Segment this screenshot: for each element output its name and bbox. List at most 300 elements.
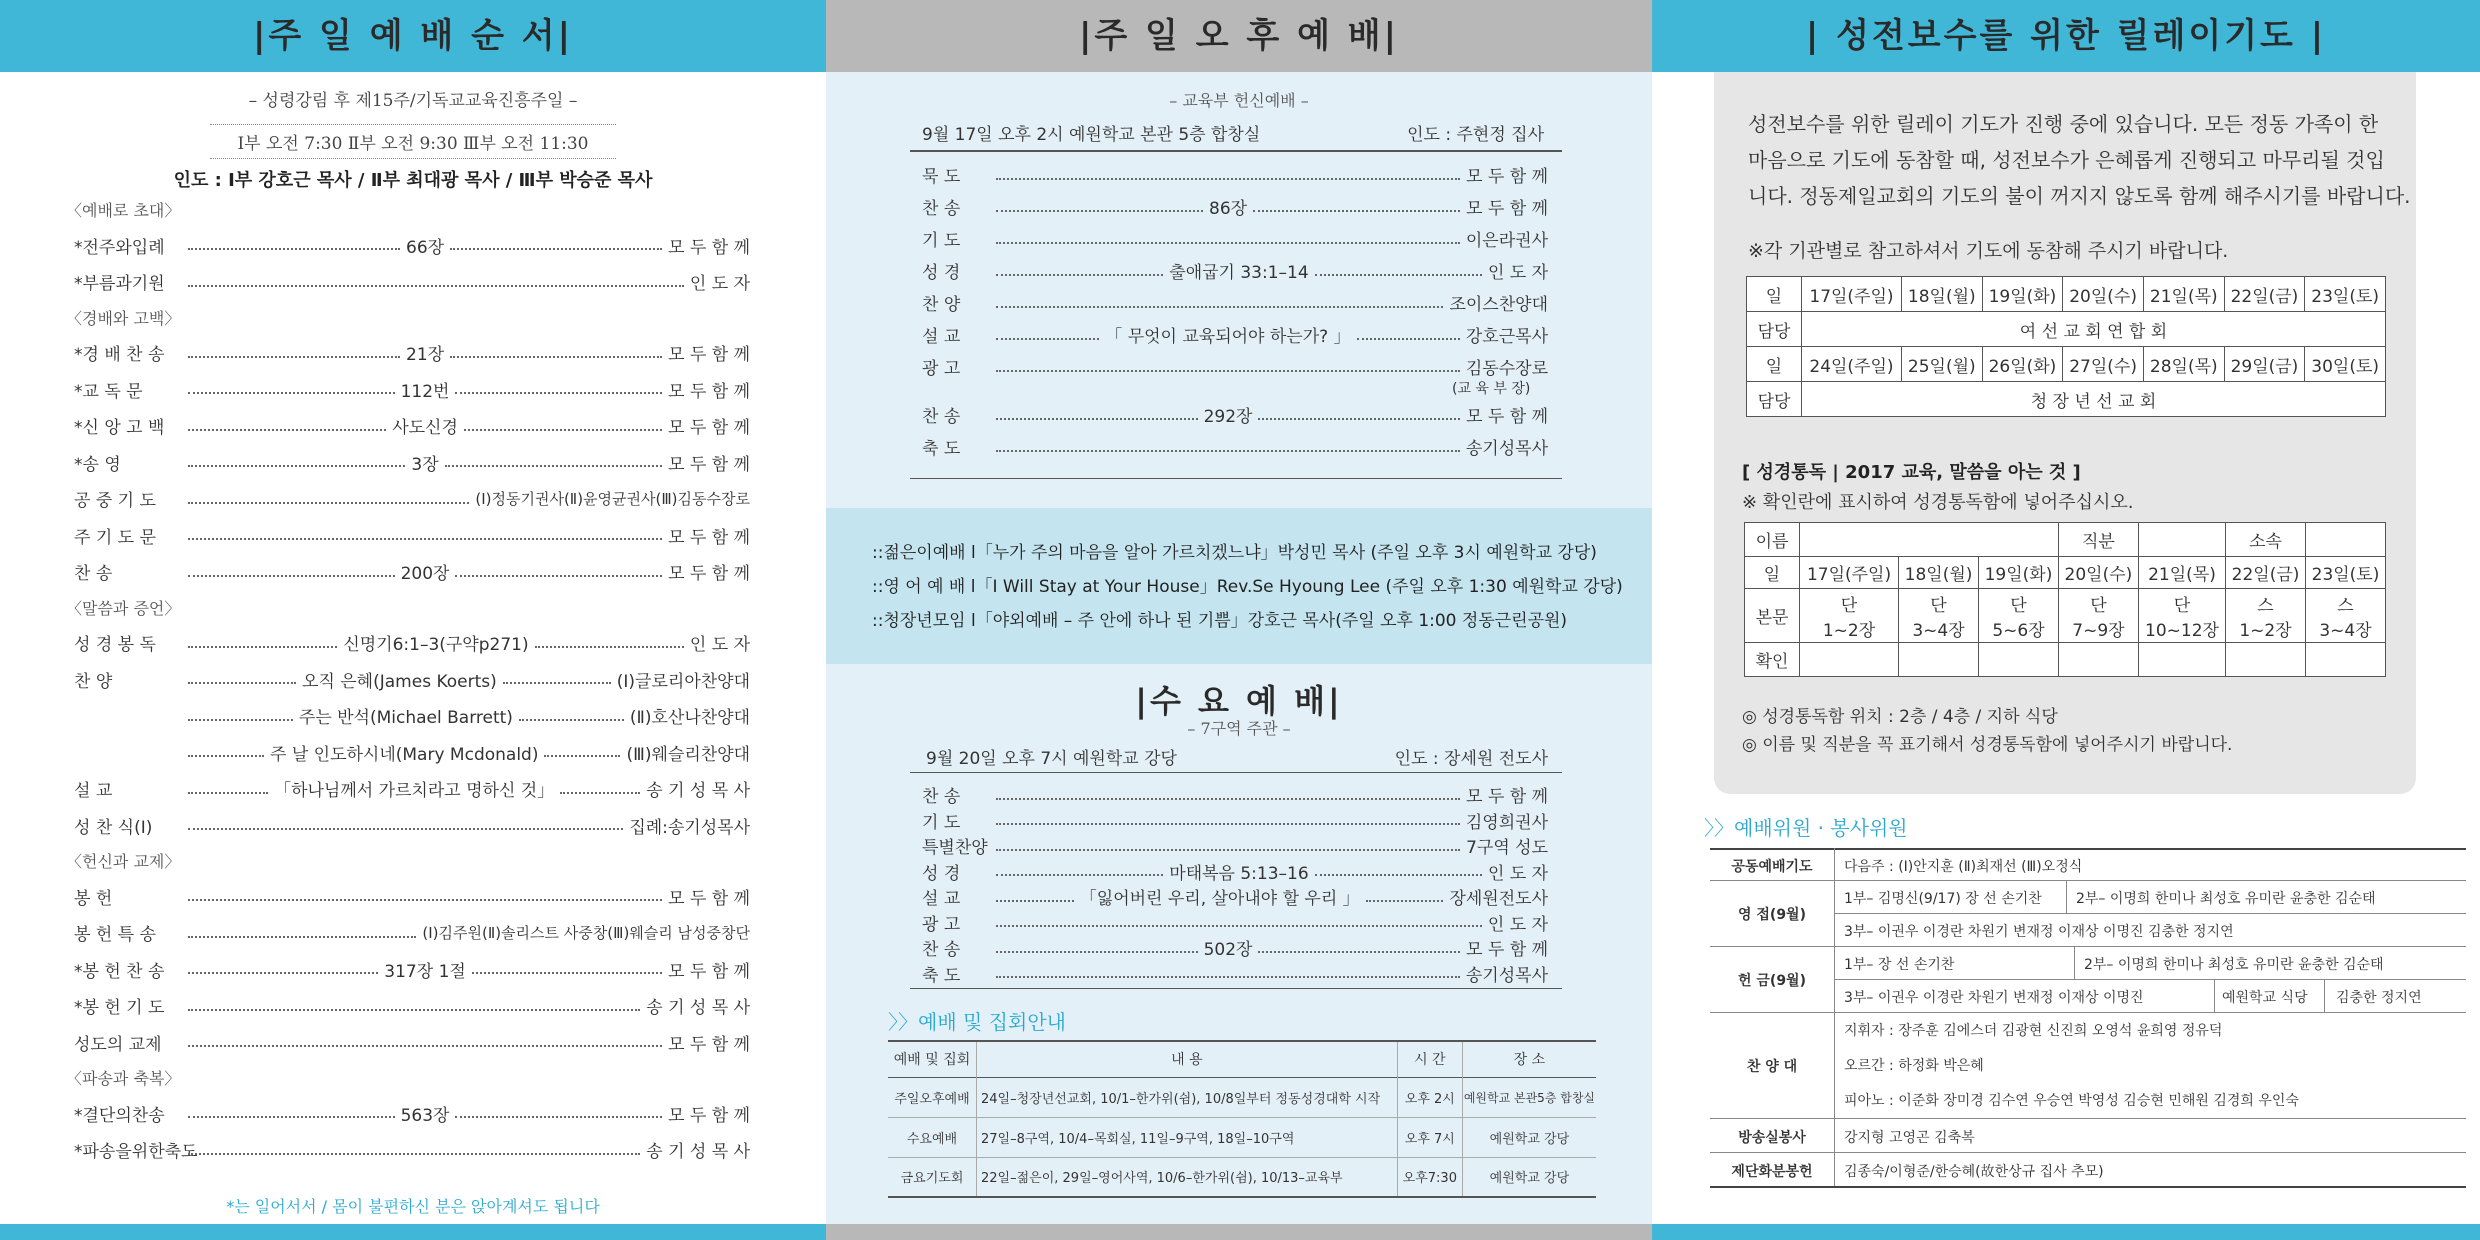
staff-value: 강지형 고영곤 김축복 — [1844, 1130, 1975, 1146]
list-item — [922, 226, 1548, 251]
list-item — [74, 740, 750, 765]
staff-value: 김종숙/이형준/한승혜(故한상규 집사 추모) — [1844, 1164, 2104, 1180]
leader-dots — [445, 465, 662, 467]
list-item — [922, 194, 1548, 219]
leader-dots — [188, 755, 264, 757]
afternoon-worship-column — [826, 0, 1652, 1240]
bottom-bar — [1652, 1224, 2480, 1240]
leader-dots — [996, 370, 1460, 372]
item-label: 성 경 — [922, 263, 961, 283]
item-person: (Ⅲ)웨슬리찬양대 — [626, 744, 751, 765]
list-item — [922, 961, 1548, 986]
check-box[interactable] — [1899, 643, 1979, 677]
list-item — [74, 450, 750, 475]
staff-label: 방송실봉사 — [1738, 1130, 1806, 1146]
item-content: 주는 반석(Michael Barrett) — [298, 708, 513, 728]
chapters: 7~9장 — [2072, 620, 2125, 641]
item-person: 송 기 성 목 사 — [646, 781, 751, 801]
afternoon-subtitle: – 교육부 헌신예배 – — [1169, 91, 1309, 110]
item-label: 광 고 — [922, 914, 961, 935]
guide-cell: 오후7:30 — [1397, 1157, 1462, 1197]
item-label: 성도의 교제 — [74, 1034, 162, 1055]
leader-dots — [1315, 274, 1482, 276]
item-label: *송 영 — [74, 454, 121, 475]
chapters: 3~4장 — [2319, 620, 2372, 641]
table-row — [1747, 347, 2386, 382]
table-row — [888, 1077, 1596, 1117]
cell: 26일(화) — [1982, 347, 2063, 382]
footnote: *는 일어서서 / 몸이 불편하신 분은 앉아계셔도 됩니다 — [226, 1197, 600, 1216]
staff-value: 오르간 : 하정화 박은혜 — [1844, 1058, 1984, 1074]
check-box[interactable] — [1979, 643, 2059, 677]
item-content: 마태복음 5:13–16 — [1169, 863, 1309, 884]
para-line: 니다. 정동제일교회의 기도의 불이 꺼지지 않도록 함께 해주시기를 바랍니다. — [1748, 184, 2411, 208]
guide-table — [888, 1040, 1596, 1198]
section-heading: 〈말씀과 증언〉 — [66, 598, 181, 618]
leader-dots — [188, 356, 400, 358]
item-label: 찬 양 — [922, 295, 961, 315]
item-person: 송기성목사 — [1465, 965, 1548, 986]
item-content: 86장 — [1209, 199, 1248, 219]
divider — [910, 478, 1562, 479]
list-item — [74, 993, 750, 1018]
leader-dots — [544, 755, 620, 757]
item-label: 찬 송 — [922, 787, 961, 807]
item-label: *전주와입례 — [74, 237, 165, 258]
leader-dots — [188, 972, 378, 974]
list-item — [922, 402, 1548, 427]
check-box[interactable] — [2306, 643, 2386, 677]
cell: 30일(토) — [2305, 347, 2386, 382]
reading-cell — [2138, 589, 2225, 643]
check-box[interactable] — [2226, 643, 2306, 677]
item-content: 「잃어버린 우리, 살아내야 할 우리 」 — [1079, 889, 1360, 909]
leader-dots — [455, 1116, 662, 1118]
staff-label: 헌 금(9월) — [1738, 973, 1806, 989]
leader-dots — [1357, 338, 1460, 340]
wednesday-subtitle: – 7구역 주관 – — [1187, 719, 1291, 738]
bible-note: ※ 확인란에 표시하여 성경통독함에 넣어주십시오. — [1742, 492, 2134, 513]
reading-cell — [1899, 589, 1979, 643]
leader-dots — [472, 972, 662, 974]
list-item — [74, 559, 750, 584]
list-item — [74, 884, 750, 909]
list-item — [922, 935, 1548, 960]
table-row — [1745, 643, 2386, 677]
item-label: *봉 헌 기 도 — [74, 998, 165, 1018]
item-person: 조이스찬양대 — [1449, 295, 1548, 315]
item-person: 인 도 자 — [689, 635, 750, 655]
leader-dots — [464, 429, 662, 431]
list-item — [74, 957, 750, 982]
cell[interactable] — [2138, 523, 2225, 557]
item-label: 성 경 봉 독 — [74, 635, 156, 655]
item-person: 모 두 함 께 — [1466, 787, 1548, 807]
leader-dots — [188, 429, 386, 431]
guide-cell: 오후 2시 — [1397, 1077, 1462, 1117]
leader-dots — [1258, 951, 1460, 953]
item-person: (Ⅰ)김주원(Ⅱ)솔리스트 사중창(Ⅲ)웨슬리 남성중창단 — [422, 924, 750, 942]
item-content: 502장 — [1203, 940, 1253, 960]
item-person: 모 두 함 께 — [668, 1034, 750, 1055]
item-person: 인 도 자 — [1487, 863, 1549, 884]
section-heading: 〈예배로 초대〉 — [66, 201, 181, 220]
list-item — [922, 434, 1548, 459]
cell: 21일(목) — [2143, 277, 2224, 312]
leader-dots — [1258, 418, 1460, 420]
item-label: 공 중 기 도 — [74, 491, 156, 511]
item-content: 317장 1절 — [384, 961, 466, 982]
item-person: 모 두 함 께 — [1466, 940, 1548, 960]
list-item — [922, 910, 1548, 935]
table-row — [1745, 589, 2386, 643]
leader-dots — [450, 248, 662, 250]
guide-cell: 예원학교 강당 — [1489, 1171, 1570, 1187]
wednesday-worship-title: |수 요 예 배| — [1135, 682, 1343, 720]
item-label: 묵 도 — [922, 167, 961, 187]
item-label: *교 독 문 — [74, 381, 143, 402]
bible-box-instruction: ◎ 이름 및 직분을 꼭 표기해서 성경통독함에 넣어주시기 바랍니다. — [1742, 735, 2233, 755]
leader-dots — [455, 392, 662, 394]
leader-dots — [188, 1009, 640, 1011]
reading-cell — [2226, 589, 2306, 643]
item-person: 송 기 성 목 사 — [646, 998, 750, 1018]
cell: 28일(목) — [2143, 347, 2224, 382]
cell: 본문 — [1745, 589, 1800, 643]
leader-dots — [996, 823, 1460, 825]
para-line: 성전보수를 위한 릴레이 기도가 진행 중에 있습니다. 모든 정동 가족이 한 — [1748, 112, 2379, 136]
list-item — [922, 782, 1548, 807]
chapters: 1~2장 — [1822, 620, 1876, 641]
item-person: 모 두 함 께 — [1466, 407, 1548, 427]
table-row — [1747, 382, 2386, 417]
item-label: 봉 헌 특 송 — [74, 925, 156, 945]
cell: 23일(토) — [2305, 277, 2386, 312]
prayer-paragraph — [1748, 106, 2411, 214]
leader-dots — [188, 936, 416, 938]
item-person: 모 두 함 께 — [668, 527, 750, 548]
item-label: 설 교 — [922, 327, 961, 347]
leader-dots — [996, 418, 1198, 420]
check-box[interactable] — [2058, 643, 2138, 677]
item-content: 66장 — [406, 237, 445, 258]
chapters: 3~4장 — [1912, 620, 1965, 641]
item-person: 모 두 함 께 — [668, 345, 750, 365]
list-item — [922, 808, 1548, 833]
prayer-note: ※각 기관별로 참고하셔서 기도에 동참해 주시기 바랍니다. — [1748, 240, 2229, 262]
item-person: 김동수장로 — [1465, 359, 1548, 379]
guide-header: 시 간 — [1397, 1041, 1462, 1077]
item-person: 모 두 함 께 — [1466, 167, 1548, 187]
item-person: 송기성목사 — [1465, 439, 1548, 459]
staff-value: 김충한 정지연 — [2336, 990, 2422, 1006]
item-label: 성 찬 식(Ⅰ) — [74, 817, 153, 838]
list-item — [922, 258, 1548, 283]
list-item — [74, 1030, 750, 1055]
item-label: 봉 헌 — [74, 888, 113, 909]
item-content: 출애굽기 33:1–14 — [1169, 263, 1309, 283]
leader-dots — [996, 210, 1203, 212]
guide-cell: 주일오후예배 — [888, 1077, 977, 1117]
guide-cell: 24일–청장년선교회, 10/1–한가위(쉼), 10/8일부터 정동성경대학 시작 — [977, 1077, 1398, 1117]
item-person-note: (교 육 부 장) — [1452, 381, 1531, 397]
chapters: 10~12장 — [2145, 620, 2219, 641]
staff-table — [1710, 848, 2466, 1196]
staff-value: 1부– 김명신(9/17) 장 선 손기찬 — [1844, 891, 2042, 907]
item-label: 특별찬양 — [922, 838, 988, 858]
leader-dots — [188, 575, 395, 577]
item-person: 모 두 함 께 — [1466, 199, 1548, 219]
item-person: 모 두 함 께 — [668, 237, 750, 258]
item-label: 설 교 — [922, 889, 961, 909]
leader-dots — [455, 575, 662, 577]
cell: 청 장 년 선 교 회 — [1802, 382, 2386, 417]
item-content: 사도신경 — [392, 418, 458, 438]
cell[interactable] — [2306, 523, 2386, 557]
leader-dots — [996, 450, 1460, 452]
leader-dots — [996, 925, 1482, 927]
item-content: 「 무엇이 교육되어야 하는가? 」 — [1105, 327, 1351, 347]
cell: 담당 — [1747, 382, 1802, 417]
leader-dots — [188, 248, 400, 250]
divider — [910, 150, 1562, 152]
cell: 여 선 교 회 연 합 회 — [1802, 312, 2386, 347]
leader-dots — [1366, 900, 1444, 902]
leader-dots — [188, 1116, 395, 1118]
cell: 20일(수) — [2063, 277, 2144, 312]
guide-cell: 금요기도회 — [888, 1157, 977, 1197]
leader-dots — [188, 285, 684, 287]
item-person: 장세원전도사 — [1449, 889, 1548, 909]
leader-dots — [996, 900, 1074, 902]
item-person: 모 두 함 께 — [668, 381, 750, 402]
item-content: 3장 — [411, 454, 439, 475]
list-item — [74, 667, 750, 692]
item-label: 찬 송 — [922, 940, 961, 960]
list-item — [74, 703, 750, 728]
book: 단 — [2173, 595, 2191, 616]
cell: 22일(금) — [2224, 277, 2305, 312]
leader-dots — [996, 178, 1460, 180]
book: 단 — [1840, 595, 1858, 616]
list-item — [74, 630, 750, 655]
table-row — [888, 1117, 1596, 1157]
guide-header: 예배 및 집회 — [888, 1041, 977, 1077]
item-person: 인 도 자 — [1487, 914, 1548, 935]
bottom-bar — [0, 1224, 826, 1240]
leader-dots — [188, 538, 662, 540]
item-label: 기 도 — [922, 231, 961, 251]
item-person: (Ⅱ)호산나찬양대 — [629, 708, 751, 728]
item-label: 주 기 도 문 — [74, 527, 156, 548]
item-label: 축 도 — [922, 965, 961, 986]
item-person: 모 두 함 께 — [668, 1105, 750, 1126]
list-item — [74, 377, 750, 402]
cell: 확인 — [1745, 643, 1800, 677]
staff-value: 3부– 이권우 이경란 차원기 변재정 이재상 이명진 김충한 정지연 — [1844, 924, 2234, 940]
leader-dots — [450, 356, 662, 358]
staff-label: 제단화분봉헌 — [1731, 1164, 1813, 1180]
list-item — [922, 322, 1548, 347]
item-person: (Ⅰ)정동기권사(Ⅱ)윤영균권사(Ⅲ)김동수장로 — [475, 490, 750, 508]
table-row — [1747, 312, 2386, 347]
item-label: *경 배 찬 송 — [74, 345, 165, 365]
book: 스 — [2337, 595, 2354, 616]
list-item — [74, 486, 750, 511]
staff-title: 〉〉예배위원 · 봉사위원 — [1704, 816, 1908, 840]
item-person: 인 도 자 — [689, 274, 750, 294]
para-line: 마음으로 기도에 동참할 때, 성전보수가 은혜롭게 진행되고 마무리될 것입 — [1748, 148, 2385, 172]
cell: 20일(수) — [2058, 557, 2138, 589]
item-label: *파송을위한축도 — [74, 1142, 198, 1162]
item-content: 21장 — [406, 345, 445, 365]
cell: 18일(월) — [1901, 277, 1982, 312]
staff-value: 지휘자 : 장주훈 김에스더 김광현 신진희 오영석 윤희영 정유덕 — [1844, 1023, 2223, 1039]
item-content: 112번 — [400, 381, 450, 402]
check-box[interactable] — [1800, 643, 1899, 677]
book: 단 — [2010, 595, 2027, 616]
cell: 25일(월) — [1901, 347, 1982, 382]
leader-dots — [996, 798, 1460, 800]
item-content: 「하나님께서 가르치라고 명하신 것」 — [274, 781, 555, 801]
leader-dots — [519, 719, 624, 721]
list-item — [74, 1101, 750, 1126]
leaders: 인도 : Ⅰ부 강호근 목사 / Ⅱ부 최대광 목사 / Ⅲ부 박승준 목사 — [173, 170, 653, 191]
divider — [910, 772, 1562, 773]
staff-value: 2부– 이명희 한미나 최성호 유미란 윤충한 김순태 — [2084, 957, 2384, 973]
table-row — [1745, 523, 2386, 557]
cell: 일 — [1747, 347, 1802, 382]
item-person: 모 두 함 께 — [668, 961, 751, 982]
cell: 18일(월) — [1899, 557, 1979, 589]
leader-dots — [188, 1153, 640, 1155]
check-box[interactable] — [2138, 643, 2225, 677]
cell: 24일(주일) — [1802, 347, 1902, 382]
cell: 담당 — [1747, 312, 1802, 347]
book: 단 — [1930, 595, 1947, 616]
cell: 소속 — [2226, 523, 2306, 557]
table-row — [1745, 557, 2386, 589]
chapters: 5~6장 — [1992, 620, 2045, 641]
item-content: 563장 — [400, 1105, 450, 1126]
staff-value: 다음주 : (Ⅰ)안지훈 (Ⅱ)최재선 (Ⅲ)오정식 — [1844, 859, 2083, 875]
relay-prayer-column — [1652, 0, 2480, 1240]
guide-cell: 수요예배 — [888, 1117, 977, 1157]
bible-reading-table — [1744, 522, 2386, 677]
item-person: 인 도 자 — [1487, 263, 1549, 283]
cell: 17일(주일) — [1802, 277, 1902, 312]
cell: 19일(화) — [1982, 277, 2063, 312]
item-person: 모 두 함 께 — [668, 418, 751, 438]
leader-dots — [188, 682, 296, 684]
item-label: *결단의찬송 — [74, 1105, 165, 1126]
staff-label: 찬 양 대 — [1746, 1059, 1798, 1075]
leader-dots — [996, 849, 1460, 851]
item-content: 오직 은혜(James Koerts) — [302, 671, 497, 692]
cell[interactable] — [1800, 523, 2059, 557]
leader-dots — [188, 392, 395, 394]
wednesday-info-left: 9월 20일 오후 7시 예원학교 강당 — [926, 749, 1177, 769]
staff-value: 예원학교 식당 — [2222, 990, 2308, 1006]
leader-dots — [996, 951, 1198, 953]
section-heading: 〈경배와 고백〉 — [66, 308, 181, 328]
list-item — [74, 269, 750, 294]
leader-dots — [1253, 210, 1460, 212]
item-label: 광 고 — [922, 359, 961, 379]
list-item — [922, 162, 1548, 187]
item-label: *봉 헌 찬 송 — [74, 961, 165, 982]
leader-dots — [188, 465, 405, 467]
staff-label: 영 접(9월) — [1738, 907, 1806, 923]
section-heading: 〈파송과 축복〉 — [66, 1069, 181, 1088]
item-content: 292장 — [1203, 407, 1253, 427]
leader-dots — [188, 1045, 662, 1047]
reading-cell — [2058, 589, 2138, 643]
list-item — [74, 340, 750, 365]
guide-cell: 27일–8구역, 10/4–목회실, 11일–9구역, 18일–10구역 — [977, 1117, 1398, 1157]
guide-cell: 오후 7시 — [1397, 1117, 1462, 1157]
afternoon-info-left: 9월 17일 오후 2시 예원학교 본관 5층 합창실 — [922, 125, 1261, 145]
leader-dots — [1315, 874, 1482, 876]
divider — [910, 988, 1562, 989]
staff-value: 1부– 장 선 손기찬 — [1844, 957, 1955, 973]
cell: 27일(수) — [2063, 347, 2144, 382]
bible-box-location: ◎ 성경통독함 위치 : 2층 / 4층 / 지하 식당 — [1742, 707, 2058, 727]
item-label: *신 앙 고 백 — [74, 418, 165, 438]
reading-cell — [2306, 589, 2386, 643]
guide-header: 내 용 — [977, 1041, 1398, 1077]
bottom-bar — [826, 1224, 1652, 1240]
item-person: 이은라권사 — [1465, 231, 1548, 251]
item-label: *부름과기원 — [74, 274, 165, 294]
item-person: 7구역 성도 — [1466, 838, 1548, 858]
leader-dots — [188, 899, 662, 901]
item-person: 강호근목사 — [1465, 327, 1548, 347]
item-person: 모 두 함 께 — [668, 454, 750, 475]
subtitle: – 성령강림 후 제15주/기독교교육진흥주일 – — [248, 91, 578, 111]
guide-header: 장 소 — [1513, 1052, 1546, 1069]
cell: 19일(화) — [1979, 557, 2059, 589]
sunday-worship-title: |주 일 예 배 순 서| — [0, 0, 826, 72]
leader-dots — [996, 242, 1460, 244]
list-item — [74, 523, 750, 548]
cell: 일 — [1745, 557, 1800, 589]
cell: 21일(목) — [2138, 557, 2225, 589]
leader-dots — [188, 792, 268, 794]
afternoon-worship-title: |주 일 오 후 예 배| — [826, 0, 1652, 72]
bible-title: [ 성경통독 | 2017 교육, 말씀을 아는 것 ] — [1742, 462, 2081, 483]
announce-young-adults: ::젊은이예배 l「누가 주의 마음을 알아 가르치겠느냐」박성민 목사 (주일 오후 3시 예원학교 강당) — [872, 543, 1597, 563]
list-item — [922, 354, 1548, 379]
item-content: 주 날 인도하시네(Mary Mcdonald) — [270, 744, 539, 765]
item-person: 김영희권사 — [1465, 812, 1548, 833]
book: 단 — [2090, 595, 2107, 616]
leader-dots — [560, 792, 640, 794]
section-heading: 〈헌신과 교제〉 — [66, 852, 181, 871]
list-item — [74, 233, 750, 258]
table-row — [888, 1157, 1596, 1197]
guide-cell: 22일–젊은이, 29일–영어사역, 10/6–한가위(쉼), 10/13–교육부 — [977, 1157, 1398, 1197]
staff-value: 피아노 : 이준화 장미경 김수연 우승연 박영성 김승현 민해원 김경희 우인숙 — [1844, 1093, 2299, 1109]
staff-value: 2부– 이명희 한미나 최성호 유미란 윤충한 김순태 — [2076, 891, 2376, 907]
leader-dots — [996, 274, 1163, 276]
list-item — [922, 859, 1548, 884]
list-item — [922, 884, 1548, 909]
cell: 직분 — [2058, 523, 2138, 557]
list-item — [922, 290, 1548, 315]
cell: 이름 — [1745, 523, 1800, 557]
cell: 일 — [1747, 277, 1802, 312]
